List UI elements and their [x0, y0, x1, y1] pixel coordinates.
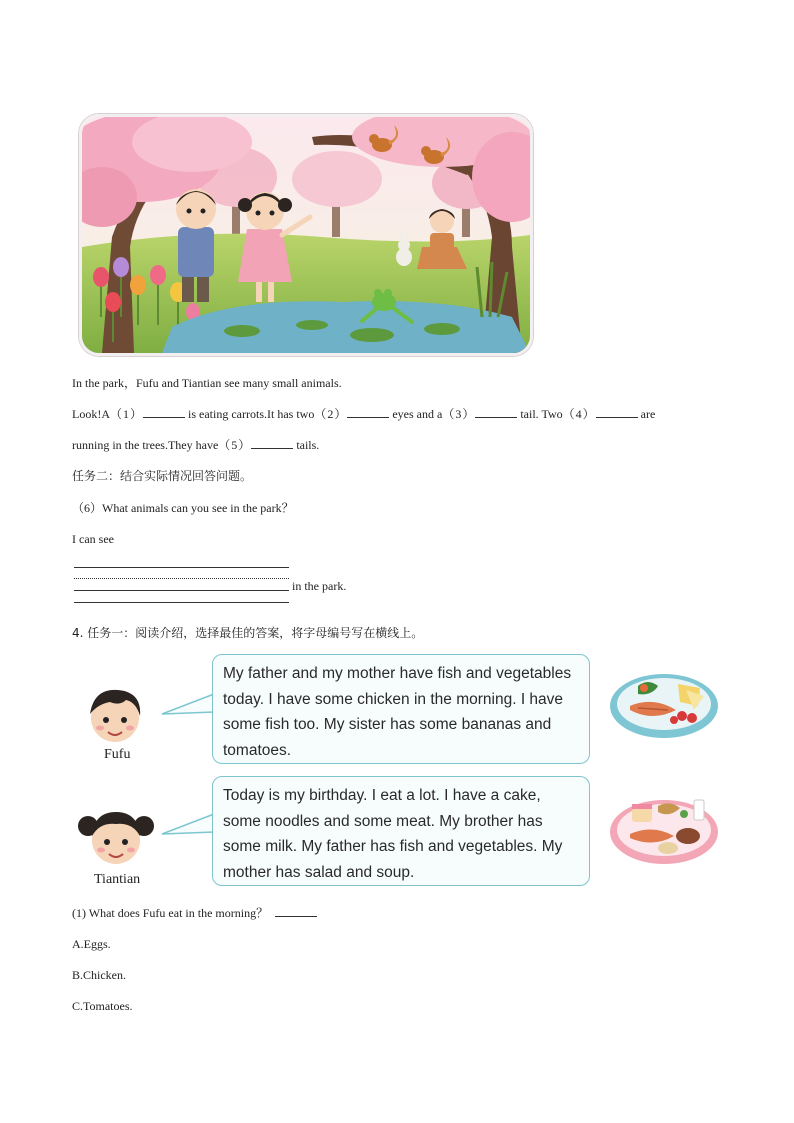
task2-heading: 任务二：结合实际情况回答问题。	[72, 469, 253, 483]
question-1-text: (1) What does Fufu eat in the morning？	[72, 906, 269, 920]
answer-start: I can see	[72, 532, 114, 546]
text-segment: tail. Two	[520, 407, 563, 421]
bubble-pointer-tiantian	[160, 812, 216, 842]
blank-number-2: （2）	[314, 407, 348, 421]
text-segment: running in the trees.They have	[72, 438, 219, 452]
blank-3[interactable]	[475, 406, 517, 418]
fufu-avatar	[80, 680, 150, 750]
fill-in-line-3	[72, 437, 319, 453]
text-segment: tails.	[296, 438, 320, 452]
tiantian-speech-bubble: Today is my birthday. I eat a lot. I have a cake, some noodles and some meat. My brother has some milk. My father has fish and vegetables. My mother has salad and soup.	[212, 776, 590, 886]
bubble-pointer-fufu	[160, 692, 216, 722]
blank-5[interactable]	[251, 437, 293, 449]
park-scene	[82, 117, 530, 353]
answer-line-2[interactable]	[74, 590, 289, 591]
tiantian-food-plate	[608, 790, 720, 866]
question-6: （6）What animals can you see in the park？	[72, 501, 294, 515]
fufu-name: Fufu	[104, 747, 131, 762]
blank-number-4: （4）	[562, 407, 596, 421]
blank-1[interactable]	[143, 406, 185, 418]
fill-in-line-2	[72, 406, 655, 422]
text-segment: is eating carrots.It has two	[188, 407, 315, 421]
fufu-speech-bubble: My father and my mother have fish and vegetables today. I have some chicken in the morning. I have some fish too. My sister has some bananas and tomatoes.	[212, 654, 590, 764]
blank-number-1: （1）	[110, 407, 144, 421]
question-1	[72, 905, 317, 921]
answer-line-guide	[74, 578, 289, 579]
answer-line-1[interactable]	[74, 567, 289, 568]
answer-blank-q1[interactable]	[275, 905, 317, 917]
answer-end: in the park.	[292, 579, 347, 593]
reading-passage	[72, 652, 722, 892]
option-a: A.Eggs.	[72, 937, 111, 951]
option-c: C.Tomatoes.	[72, 999, 133, 1013]
answer-line-3[interactable]	[74, 602, 289, 603]
tiantian-name: Tiantian	[94, 872, 141, 887]
text-segment: eyes and a	[392, 407, 443, 421]
blank-4[interactable]	[596, 406, 638, 418]
text-segment: are	[640, 407, 656, 421]
intro-sentence: In the park，Fufu and Tiantian see many small animals.	[72, 376, 342, 390]
blank-number-5: （5）	[218, 438, 252, 452]
section4-heading: 4. 任务一：阅读介绍，选择最佳的答案，将字母编号写在横线上。	[72, 626, 424, 640]
fufu-food-plate	[608, 666, 720, 740]
blank-number-3: （3）	[442, 407, 476, 421]
park-illustration	[79, 114, 533, 356]
blank-2[interactable]	[347, 406, 389, 418]
tiantian-avatar	[76, 802, 156, 872]
text-segment: Look!A	[72, 407, 110, 421]
option-b: B.Chicken.	[72, 968, 126, 982]
